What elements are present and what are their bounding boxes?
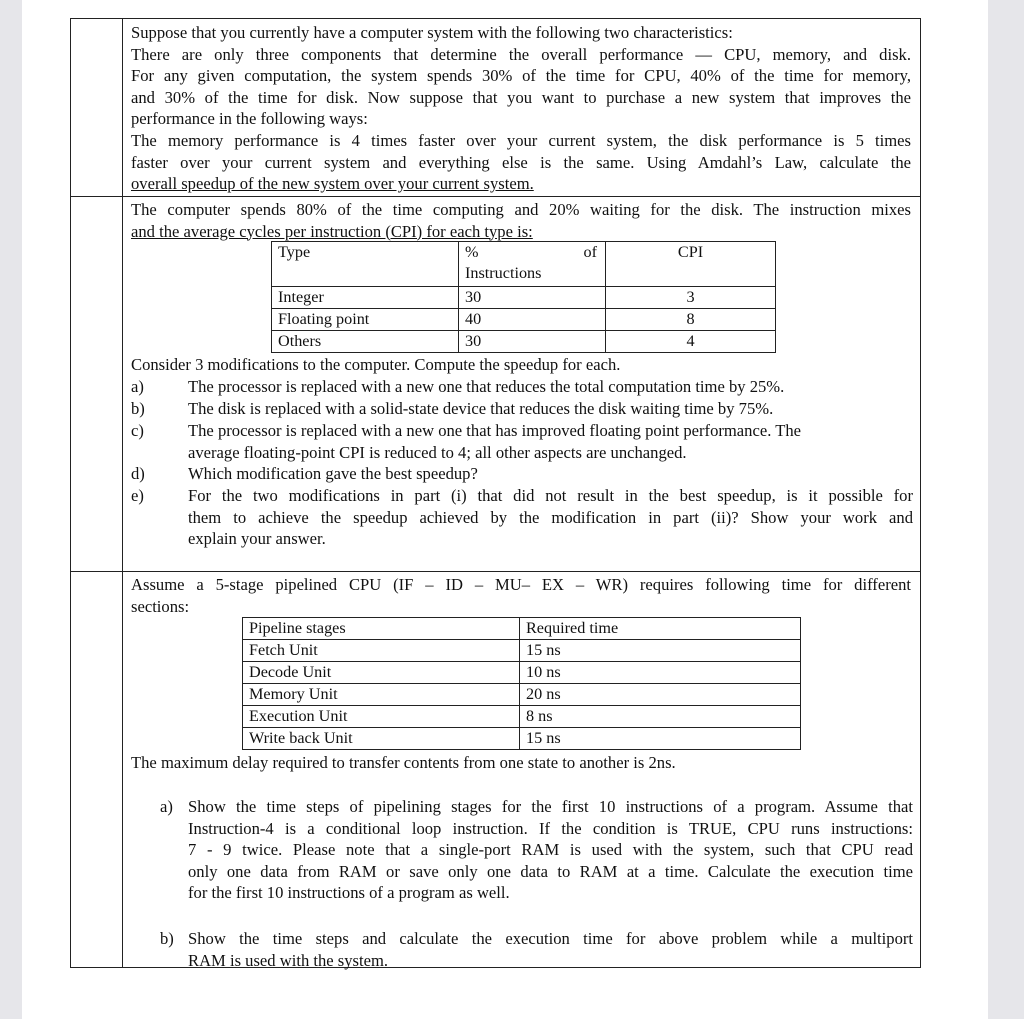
q2-item-b <box>188 398 913 420</box>
table-row <box>272 331 776 353</box>
q1-line: performance in the following ways: <box>131 109 368 129</box>
table-header-row <box>272 242 776 287</box>
header-pipeline-stages: Pipeline stages <box>243 618 520 640</box>
cell-cpi: 4 <box>606 331 776 353</box>
header-required-time: Required time <box>520 618 801 640</box>
q3-intro-line: Assume a 5-stage pipelined CPU (IF – ID – MU– EX – WR) requires following time for different <box>131 575 911 594</box>
table-row <box>243 728 801 750</box>
item-label: a) <box>160 797 173 816</box>
header-percent-of-instructions <box>459 242 606 287</box>
q1-line: For any given computation, the system spends 30% of the time for CPU, 40% of the time for memory, <box>131 66 911 86</box>
item-label: d) <box>131 464 145 483</box>
item-line: The processor is replaced with a new one that has improved floating point performance. The <box>188 421 801 440</box>
cell-stage: Execution Unit <box>243 706 520 728</box>
item-line: only one data from RAM or save only one data to RAM at a time. Calculate the execution time <box>188 861 913 881</box>
item-label: b) <box>160 929 174 948</box>
cell-percent: 30 <box>459 287 606 309</box>
q2-intro-line: The computer spends 80% of the time computing and 20% waiting for the disk. The instruction mixes <box>131 200 911 219</box>
q2-item-d <box>188 463 913 485</box>
question-1-text <box>131 22 911 195</box>
item-label: a) <box>131 377 144 396</box>
header-percent: % <box>465 243 479 261</box>
item-line: The disk is replaced with a solid-state device that reduces the disk waiting time by 75%. <box>188 399 774 418</box>
q1-line: overall speedup of the new system over your current system. <box>131 174 534 194</box>
table-row <box>243 706 801 728</box>
cell-percent: 30 <box>459 331 606 353</box>
cell-stage: Fetch Unit <box>243 640 520 662</box>
question-3-intro <box>131 574 911 617</box>
header-of: of <box>583 243 597 261</box>
header-type: Type <box>272 242 459 287</box>
q2-item-e <box>188 485 913 550</box>
cell-percent: 40 <box>459 309 606 331</box>
cell-time: 15 ns <box>520 640 801 662</box>
item-line: Which modification gave the best speedup? <box>188 464 478 483</box>
cell-stage: Write back Unit <box>243 728 520 750</box>
cell-stage: Memory Unit <box>243 684 520 706</box>
q1-line: The memory performance is 4 times faster over your current system, the disk performance is 5 times <box>131 130 911 150</box>
row-divider-2 <box>70 571 921 572</box>
q1-line: and 30% of the time for disk. Now suppose that you want to purchase a new system that improves the <box>131 87 911 107</box>
q1-line: faster over your current system and everything else is the same. Using Amdahl’s Law, calculate the <box>131 152 911 172</box>
cell-time: 8 ns <box>520 706 801 728</box>
item-line: Show the time steps and calculate the execution time for above problem while a multiport <box>188 929 913 948</box>
item-label: b) <box>131 399 145 418</box>
q1-line: Suppose that you currently have a computer system with the following two characteristics: <box>131 23 733 42</box>
item-label: c) <box>131 421 144 440</box>
q3-intro-line: sections: <box>131 596 190 616</box>
cell-time: 20 ns <box>520 684 801 706</box>
pipeline-stages-table <box>242 617 801 750</box>
table-row <box>243 684 801 706</box>
q3-delay: The maximum delay required to transfer contents from one state to another is 2ns. <box>131 753 676 772</box>
item-line: For the two modifications in part (i) that did not result in the best speedup, is it possible for <box>188 486 913 505</box>
cell-type: Others <box>272 331 459 353</box>
item-line: them to achieve the speedup achieved by the modification in part (ii)? Show your work and <box>188 507 913 527</box>
table-row <box>243 640 801 662</box>
header-instructions: Instructions <box>465 264 542 282</box>
table-row <box>272 287 776 309</box>
q2-item-c <box>188 420 913 463</box>
q3-item-a <box>188 796 913 904</box>
cell-stage: Decode Unit <box>243 662 520 684</box>
item-line: 7 - 9 twice. Please note that a single-port RAM is used with the system, such that CPU read <box>188 840 913 860</box>
cell-cpi: 8 <box>606 309 776 331</box>
item-line: RAM is used with the system. <box>188 950 389 970</box>
cell-time: 15 ns <box>520 728 801 750</box>
q1-line: There are only three components that determine the overall performance — CPU, memory, and disk. <box>131 44 911 64</box>
q2-consider: Consider 3 modifications to the computer. Compute the speedup for each. <box>131 355 621 374</box>
item-line: explain your answer. <box>188 529 326 549</box>
table-row <box>272 309 776 331</box>
q3-item-b <box>188 928 913 971</box>
cell-cpi: 3 <box>606 287 776 309</box>
number-column-divider <box>122 18 123 968</box>
cell-type: Floating point <box>272 309 459 331</box>
q2-item-a <box>188 376 913 398</box>
table-header-row <box>243 618 801 640</box>
item-line: for the first 10 instructions of a program as well. <box>188 883 510 903</box>
instruction-mix-table <box>271 241 776 353</box>
row-divider-1 <box>70 196 921 197</box>
item-line: Instruction-4 is a conditional loop instruction. If the condition is TRUE, CPU runs instructions: <box>188 818 913 838</box>
cell-time: 10 ns <box>520 662 801 684</box>
item-line: average floating-point CPI is reduced to 4; all other aspects are unchanged. <box>188 442 687 462</box>
cell-type: Integer <box>272 287 459 309</box>
q2-intro-line: and the average cycles per instruction (CPI) for each type is: <box>131 221 533 241</box>
header-cpi: CPI <box>606 242 776 287</box>
item-line: The processor is replaced with a new one that reduces the total computation time by 25%. <box>188 377 785 396</box>
table-row <box>243 662 801 684</box>
question-2-intro <box>131 199 911 242</box>
item-line: Show the time steps of pipelining stages for the first 10 instructions of a program. Assume that <box>188 797 913 816</box>
item-label: e) <box>131 486 144 505</box>
